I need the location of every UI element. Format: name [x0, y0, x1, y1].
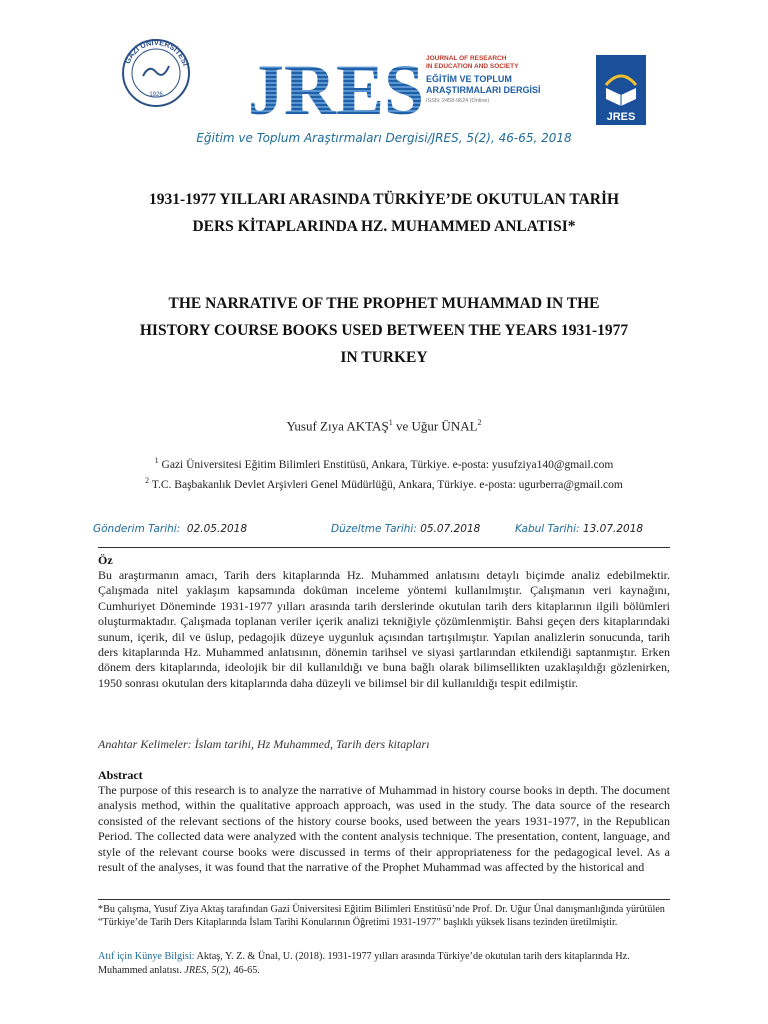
abstract-body: The purpose of this research is to analyze the narrative of Muhammad in history course books in depth. The document analysis method, within the qualitative approach approach, was used in the study. The data source of the research consisted of the relevant sections of the history course books, used between the years 1931-1977, in the Republican Period. The collected data were analyzed with the content analysis technique. The presentation, content, language, and style of the relevant course books were discussed in terms of their appropriateness for the pedagogical level. As a result of the analyses, it was found that the narrative of the Prophet Muhammad was affected by the historical and	[98, 783, 670, 875]
author-1-sup: 1	[388, 418, 393, 427]
abstract-heading: Abstract	[98, 768, 143, 782]
affiliation-1-text: Gazi Üniversitesi Eğitim Bilimleri Enstitüsü, Ankara, Türkiye. e-posta: yusufziya140@gmail.com	[158, 458, 614, 471]
title-en-line-2: HISTORY COURSE BOOKS USED BETWEEN THE YEARS 1931-1977	[139, 322, 629, 339]
footnote: *Bu çalışma, Yusuf Ziya Aktaş tarafından Gazi Üniversitesi Eğitim Bilimleri Enstitüsü’nde Prof. Dr. Uğur Ünal danışmanlığında yürütülen “Türkiye’de Tarih Ders Kitaplarında İslam Tarihi Konularının Öğretimi 1931-1977” başlıklı yüksek lisans tezinden üretilmiştir.	[98, 904, 665, 928]
oz-body: Bu araştırmanın amacı, Tarih ders kitaplarında Hz. Muhammed anlatısını detaylı biçimde analiz edebilmektir. Çalışmada nitel yaklaşım kapsamında doküman inceleme yöntemi kullanılmıştır. Çalışmanın veri kaynağını, Cumhuriyet Döneminde 1931-1977 yılları arasında tarih derslerinde okutulan tarih ders kitaplarının ilgili bölümleri oluşturmaktadır. Çalışmada toplanan veriler içerik analizi tekniğiyle çözümlenmiştir. Bahsi geçen ders kitaplarındaki sunum, içerik, dil ve üslup, pedagojik düzeye uygunluk açısından tartışılmıştır. Yapılan analizlerin sonucunda, tarih ders kitaplarında Hz. Muhammed anlatısının, dönemin tarihsel ve siyasi şartlarından etkilendiği saptanmıştır. Erken dönem ders kitaplarında, ideolojik bir dil kullanıldığı ve buna bağlı olarak bilimsellikten uzaklaşıldığı gözlenirken, 1950 sonrası okutulan ders kitaplarında daha düzeyli ve bilimsel bir dil kullanıldığı tespit edilmiştir.	[98, 568, 670, 690]
title-tr-line-1: 1931-1977 YILLARI ARASINDA TÜRKİYE’DE OKUTULAN TARİH	[148, 191, 620, 208]
affiliation-2-text: T.C. Başbakanlık Devlet Arşivleri Genel Müdürlüğü, Ankara, Türkiye. e-posta: ugurberra@gmail.com	[149, 478, 623, 491]
affiliation-2	[60, 473, 708, 493]
title-tr-line-2: DERS KİTAPLARINDA HZ. MUHAMMED ANLATISI*	[192, 218, 576, 235]
revised-date-value: 05.07.2018	[420, 523, 481, 535]
citation-journal: JRES, 5	[184, 965, 217, 976]
journal-name-tr: EĞİTİM VE TOPLUM ARAŞTIRMALARI DERGİSİ	[426, 74, 541, 95]
title-en-line-3: IN TURKEY	[340, 349, 428, 366]
accepted-date	[515, 523, 643, 535]
jres-book-logo	[596, 55, 646, 125]
authors	[0, 418, 768, 434]
affiliation-2-sup: 2	[145, 475, 150, 485]
title-turkish	[60, 186, 708, 240]
affiliations	[60, 453, 708, 493]
citation	[98, 950, 670, 978]
seal-year: 1926	[149, 92, 163, 98]
citation-label: Atıf için Künye Bilgisi:	[98, 951, 195, 962]
jres-logo	[250, 52, 422, 122]
accepted-date-label: Kabul Tarihi:	[515, 523, 580, 535]
jres-logo-text: JRES	[250, 52, 422, 122]
citation-pages: (2), 46-65.	[216, 965, 260, 976]
gazi-university-seal	[121, 38, 191, 108]
author-1: Yusuf Zıya AKTAŞ	[286, 418, 389, 434]
accepted-date-value: 13.07.2018	[582, 523, 644, 535]
divider-top	[98, 547, 670, 548]
journal-reference: Eğitim ve Toplum Araştırmaları Dergisi/JRES, 5(2), 46-65, 2018	[196, 131, 572, 145]
keywords: Anahtar Kelimeler: İslam tarihi, Hz Muhammed, Tarih ders kitapları	[98, 737, 430, 751]
journal-name-block	[426, 55, 556, 104]
title-en-line-1: THE NARRATIVE OF THE PROPHET MUHAMMAD IN THE	[168, 295, 600, 312]
seal-text: GAZİ ÜNİVERSİTESİ	[122, 38, 190, 67]
affiliation-1-sup: 1	[154, 456, 159, 465]
sent-date-label: Gönderim Tarihi:	[93, 523, 181, 535]
book-logo-text: JRES	[606, 111, 636, 123]
journal-issn: ISSN: 2458-9624 (Online)	[426, 98, 490, 104]
affiliation-1	[60, 453, 708, 473]
title-english	[60, 290, 708, 371]
revised-date	[331, 523, 480, 535]
revised-date-label: Düzeltme Tarihi:	[331, 523, 417, 535]
author-2-sup: 2	[477, 418, 482, 427]
sent-date	[93, 523, 247, 535]
citation-text: Aktaş, Y. Z. & Ünal, U. (2018). 1931-1977 yılları arasında Türkiye’de okutulan tarih ders kitaplarında Hz. Muhammed anlatısı.	[98, 951, 630, 976]
oz-heading: Öz	[98, 553, 113, 567]
sent-date-value: 02.05.2018	[186, 523, 248, 535]
author-2: Uğur ÜNAL	[411, 418, 478, 434]
divider-footnote	[98, 899, 670, 900]
journal-name-en: JOURNAL OF RESEARCH IN EDUCATION AND SOCIETY	[426, 55, 519, 70]
author-separator: ve	[392, 418, 412, 434]
